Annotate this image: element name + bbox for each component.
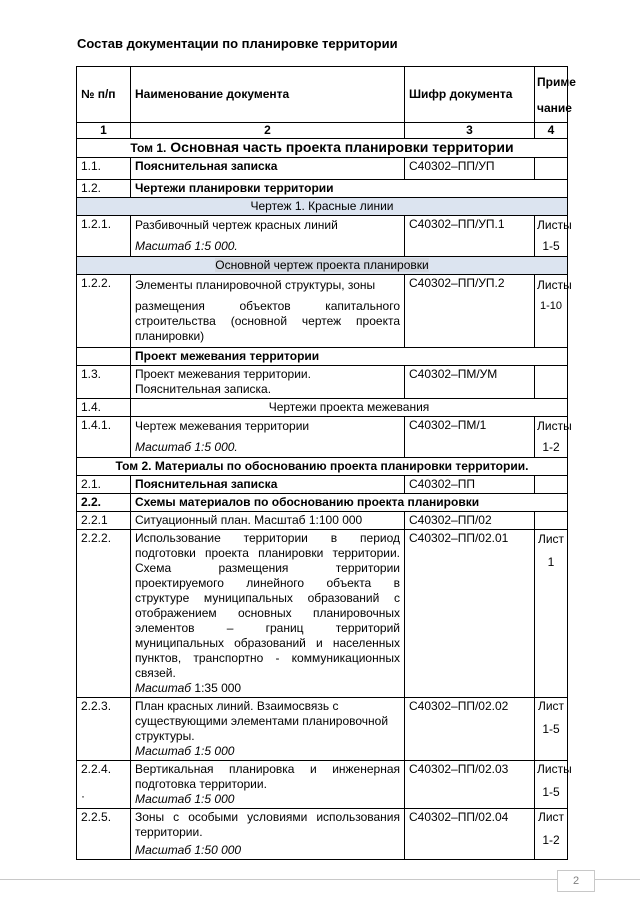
row-name — [131, 216, 405, 257]
page-number: 2 — [557, 870, 595, 892]
section-row — [77, 257, 568, 275]
row-num: 1.4.1. — [77, 417, 131, 458]
tom1-title: Основная часть проекта планировки территории — [166, 139, 514, 155]
tom2-row — [77, 458, 568, 476]
row-num: 2.2.5. — [77, 809, 131, 860]
row-note-line2: 1-5 — [542, 722, 560, 736]
row-name: Чертежи планировки территории — [131, 180, 568, 198]
section-red-lines: Чертеж 1. Красные линии — [77, 198, 568, 216]
table-row — [77, 158, 568, 180]
row-num: 1.4. — [77, 399, 131, 417]
row-num-dot: · — [81, 789, 85, 803]
row-note — [535, 417, 572, 458]
row-note-line2: 1-2 — [542, 833, 560, 847]
row-code: С40302–ПП/02.01 — [405, 530, 535, 698]
document-title: Состав документации по планировке территории — [77, 36, 398, 51]
row-note — [535, 216, 572, 257]
row-scale: Масштаб 1:5 000 — [135, 792, 235, 806]
row-name: Проект межевания территории. Пояснительная записка. — [131, 366, 405, 399]
row-code: С40302–ПП/УП.2 — [405, 275, 535, 348]
tom2-title: Том 2. Материалы по обоснованию проекта планировки территории. — [77, 458, 568, 476]
header-row — [77, 67, 568, 123]
row-num: 2.2.1 — [77, 512, 131, 530]
row-name: Пояснительная записка — [131, 158, 405, 180]
row-num: 1.1. — [77, 158, 131, 180]
row-num: 1.3. — [77, 366, 131, 399]
row-note-line2: 1 — [547, 555, 555, 569]
row-name: Ситуационный план. Масштаб 1:100 000 — [131, 512, 405, 530]
documentation-table — [76, 66, 576, 860]
row-note-line1: Лист — [537, 810, 565, 824]
row-note — [535, 275, 572, 348]
tom1-prefix: Том 1. — [130, 141, 167, 155]
row-note-line1: Листы — [537, 762, 572, 776]
row-note-line2: 1-5 — [542, 785, 560, 799]
row-note-line1: Листы — [537, 278, 572, 292]
row-note-line2: 1-2 — [542, 440, 560, 454]
table-row — [77, 809, 568, 860]
row-name-text: Вертикальная планировка и инженерная подготовка территории. — [135, 762, 400, 791]
table-row — [77, 348, 568, 366]
table-row — [77, 761, 568, 809]
row-scale-value: 1:35 000 — [191, 681, 242, 695]
colnum-4: 4 — [535, 123, 568, 139]
row-code: С40302–ПП/02.03 — [405, 761, 535, 809]
table-row — [77, 366, 568, 399]
table-row — [77, 698, 568, 761]
row-name-line2: размещения объектов капитального строительства (основной чертеж проекта планировки) — [135, 299, 400, 343]
header-note-line1: Приме — [537, 74, 576, 89]
row-name — [131, 530, 405, 698]
footer-divider — [0, 879, 640, 880]
column-number-row — [77, 123, 568, 139]
row-name-text: Зоны с особыми условиями использования территории. — [135, 810, 400, 839]
row-scale-label: Масштаб — [135, 681, 192, 695]
header-name: Наименование документа — [131, 67, 405, 123]
colnum-2: 2 — [131, 123, 405, 139]
row-name: Чертежи проекта межевания — [131, 399, 568, 417]
table-row — [77, 512, 568, 530]
row-code: С40302–ПП/02 — [405, 512, 535, 530]
header-code: Шифр документа — [405, 67, 535, 123]
table-row — [77, 180, 568, 198]
table-row — [77, 417, 568, 458]
row-num-text: 2.2.4. — [81, 762, 112, 776]
table-row — [77, 476, 568, 494]
colnum-3: 3 — [405, 123, 535, 139]
row-note-line1: Лист — [537, 532, 565, 546]
table-row — [77, 216, 568, 257]
header-num: № п/п — [77, 67, 131, 123]
row-code: С40302–ПП — [405, 476, 535, 494]
row-code: С40302–ПП/02.04 — [405, 809, 535, 860]
row-code: С40302–ПМ/1 — [405, 417, 535, 458]
row-scale: Масштаб 1:50 000 — [135, 843, 242, 857]
row-name-text: Использование территории в период подготовки проекта планировки территории. Схема размещения территории проектируемого линейного объекта в структуре муниципальных образований с отображением основных планировочных элементов – границ территорий муниципальных образований и населенных пунктов, транспортно - коммуникационных связей. — [135, 531, 400, 680]
colnum-1: 1 — [77, 123, 131, 139]
row-name-text: Разбивочный чертеж красных линий — [135, 218, 338, 232]
row-num: 2.2. — [77, 494, 131, 512]
row-name — [131, 417, 405, 458]
row-note-line2: 1-10 — [539, 300, 563, 312]
row-note — [535, 698, 568, 761]
row-num: 2.2.2. — [77, 530, 131, 698]
header-note-line2: чание — [537, 100, 572, 115]
row-note-line1: Листы — [537, 218, 572, 232]
row-note — [535, 809, 568, 860]
table-row — [77, 275, 568, 348]
row-code: С40302–ПП/УП.1 — [405, 216, 535, 257]
row-note — [535, 530, 568, 698]
row-scale: Масштаб 1:5 000 — [135, 744, 235, 758]
row-code: С40302–ПП/02.02 — [405, 698, 535, 761]
row-name: Схемы материалов по обоснованию проекта планировки — [131, 494, 568, 512]
table-row — [77, 494, 568, 512]
header-note — [535, 67, 576, 123]
row-num — [77, 761, 131, 809]
row-name: Проект межевания территории — [131, 348, 568, 366]
row-note — [535, 761, 572, 809]
row-name — [131, 275, 405, 348]
row-num: 1.2. — [77, 180, 131, 198]
row-name: Пояснительная записка — [131, 476, 405, 494]
row-name-text: План красных линий. Взаимосвязь с существующими элементами планировочной структуры. — [135, 699, 389, 743]
section-row — [77, 198, 568, 216]
row-note-line1: Лист — [537, 699, 565, 713]
row-scale — [135, 681, 400, 696]
tom1-row — [77, 139, 568, 158]
row-code: С40302–ПМ/УМ — [405, 366, 535, 399]
row-name-line1: Элементы планировочной структуры, зоны — [135, 278, 376, 292]
row-name — [131, 698, 405, 761]
row-num: 2.2.3. — [77, 698, 131, 761]
row-num: 1.2.1. — [77, 216, 131, 257]
row-name-text: Чертеж межевания территории — [135, 419, 310, 433]
table-row — [77, 399, 568, 417]
row-scale: Масштаб 1:5 000. — [135, 440, 238, 454]
row-note-line2: 1-5 — [542, 239, 560, 253]
row-name — [131, 761, 405, 809]
row-num: 2.1. — [77, 476, 131, 494]
row-num: 1.2.2. — [77, 275, 131, 348]
section-main-drawing: Основной чертеж проекта планировки — [215, 258, 429, 272]
row-note — [535, 158, 568, 180]
table-row — [77, 530, 568, 698]
row-note-line1: Листы — [537, 419, 572, 433]
row-name — [131, 809, 405, 860]
row-scale: Масштаб 1:5 000. — [135, 239, 238, 253]
row-code: С40302–ПП/УП — [405, 158, 535, 180]
